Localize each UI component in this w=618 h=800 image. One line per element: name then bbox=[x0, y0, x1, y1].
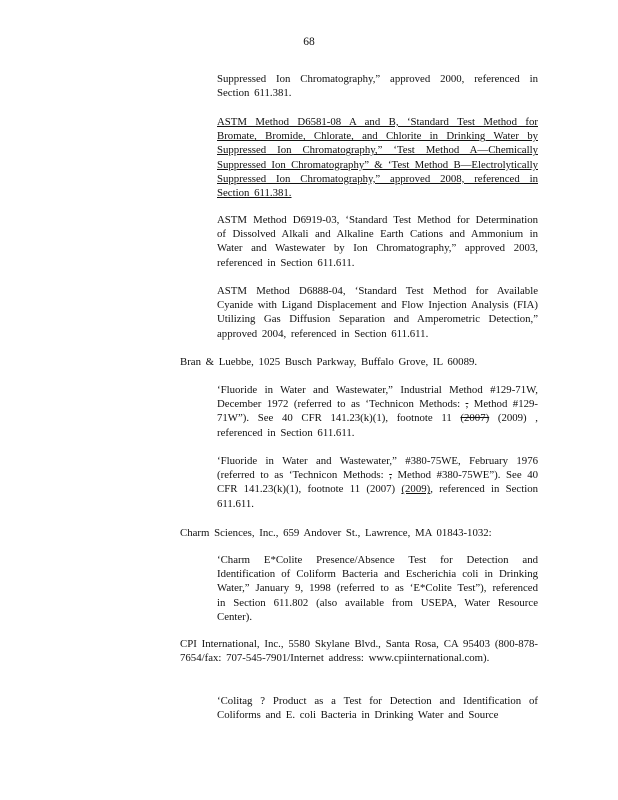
fluoride-129-text-b: Method #129-71W”). See 40 CFR 141.23(k)(1), footnote 11 bbox=[217, 398, 538, 425]
fluoride-129-text-a: ‘Fluoride in Water and Wastewater,” Industrial Method #129-71W, December 1972 (referred to as ‘Technicon Methods: bbox=[217, 384, 538, 411]
entry-astm-d6888: ASTM Method D6888-04, ‘Standard Test Method for Available Cyanide with Ligand Displacement and Flow Injection Analysis (FIA) Utilizing Gas Diffusion Separation and Amperometric Detection,” approved 2004, referenced in Section 611.611. bbox=[217, 285, 538, 340]
fluoride-380-text-b: Method #380-75WE”). See 40 CFR 141.23(k)(1), footnote 11 (2007) bbox=[217, 469, 538, 496]
entry-charm-sciences: Charm Sciences, Inc., 659 Andover St., Lawrence, MA 01843-1032: bbox=[180, 527, 492, 539]
fluoride-380-text-c: , referenced in Section 611.611. bbox=[217, 483, 539, 510]
fluoride-129-deleted-comma: , bbox=[465, 398, 469, 411]
fluoride-380-text-a: ‘Fluoride in Water and Wastewater,” #380-75WE, February 1976 (referred to as ‘Technicon Methods: bbox=[217, 455, 538, 482]
entry-cpi-international: CPI International, Inc., 5580 Skylane Blvd., Santa Rosa, CA 95403 (800-878-7654/fax: 707-545-7901/Internet address: www.cpiinternational.com). bbox=[180, 638, 538, 665]
entry-colitag: ‘Colitag ? Product as a Test for Detection and Identification of Coliforms and E. coli Bacteria in Drinking Water and Source bbox=[217, 695, 538, 722]
fluoride-380-deleted-comma: , bbox=[389, 469, 392, 482]
entry-bran-luebbe: Bran & Luebbe, 1025 Busch Parkway, Buffalo Grove, IL 60089. bbox=[180, 356, 478, 368]
entry-fluoride-380 bbox=[217, 454, 538, 511]
entry-astm-d6581: ASTM Method D6581-08 A and B, ‘Standard Test Method for Bromate, Bromide, Chlorate, and Chlorite in Drinking Water by Suppressed Ion Chromatography,” ‘Test Method A—Chemically Suppressed Ion Chromatography” & ‘Test Method B—Electrolytically Suppressed Ion Chromatography,” approved 2008, referenced in Section 611.381. bbox=[217, 116, 538, 200]
entry-continuation: Suppressed Ion Chromatography,” approved 2000, referenced in Section 611.381. bbox=[217, 73, 538, 100]
fluoride-380-inserted-year: (2009) bbox=[401, 483, 431, 496]
entry-fluoride-129 bbox=[217, 383, 538, 440]
entry-charm-ecolite: ‘Charm E*Colite Presence/Absence Test for Detection and Identification of Coliform Bacteria and Escherichia coli in Drinking Water,” January 9, 1998 (referred to as ‘E*Colite Test”), referenced in Section 611.802 (also available from USEPA, Water Resource Center). bbox=[217, 554, 538, 623]
entry-astm-d6919: ASTM Method D6919-03, ‘Standard Test Method for Determination of Dissolved Alkali and Alkaline Earth Cations and Ammonium in Water and Wastewater by Ion Chromatography,” approved 2003, referenced in Section 611.611. bbox=[217, 214, 538, 269]
page-number: 68 bbox=[303, 36, 315, 48]
fluoride-129-text-c: (2009) , referenced in Section 611.611. bbox=[217, 412, 538, 439]
fluoride-129-deleted-year: (2007) bbox=[460, 412, 490, 425]
